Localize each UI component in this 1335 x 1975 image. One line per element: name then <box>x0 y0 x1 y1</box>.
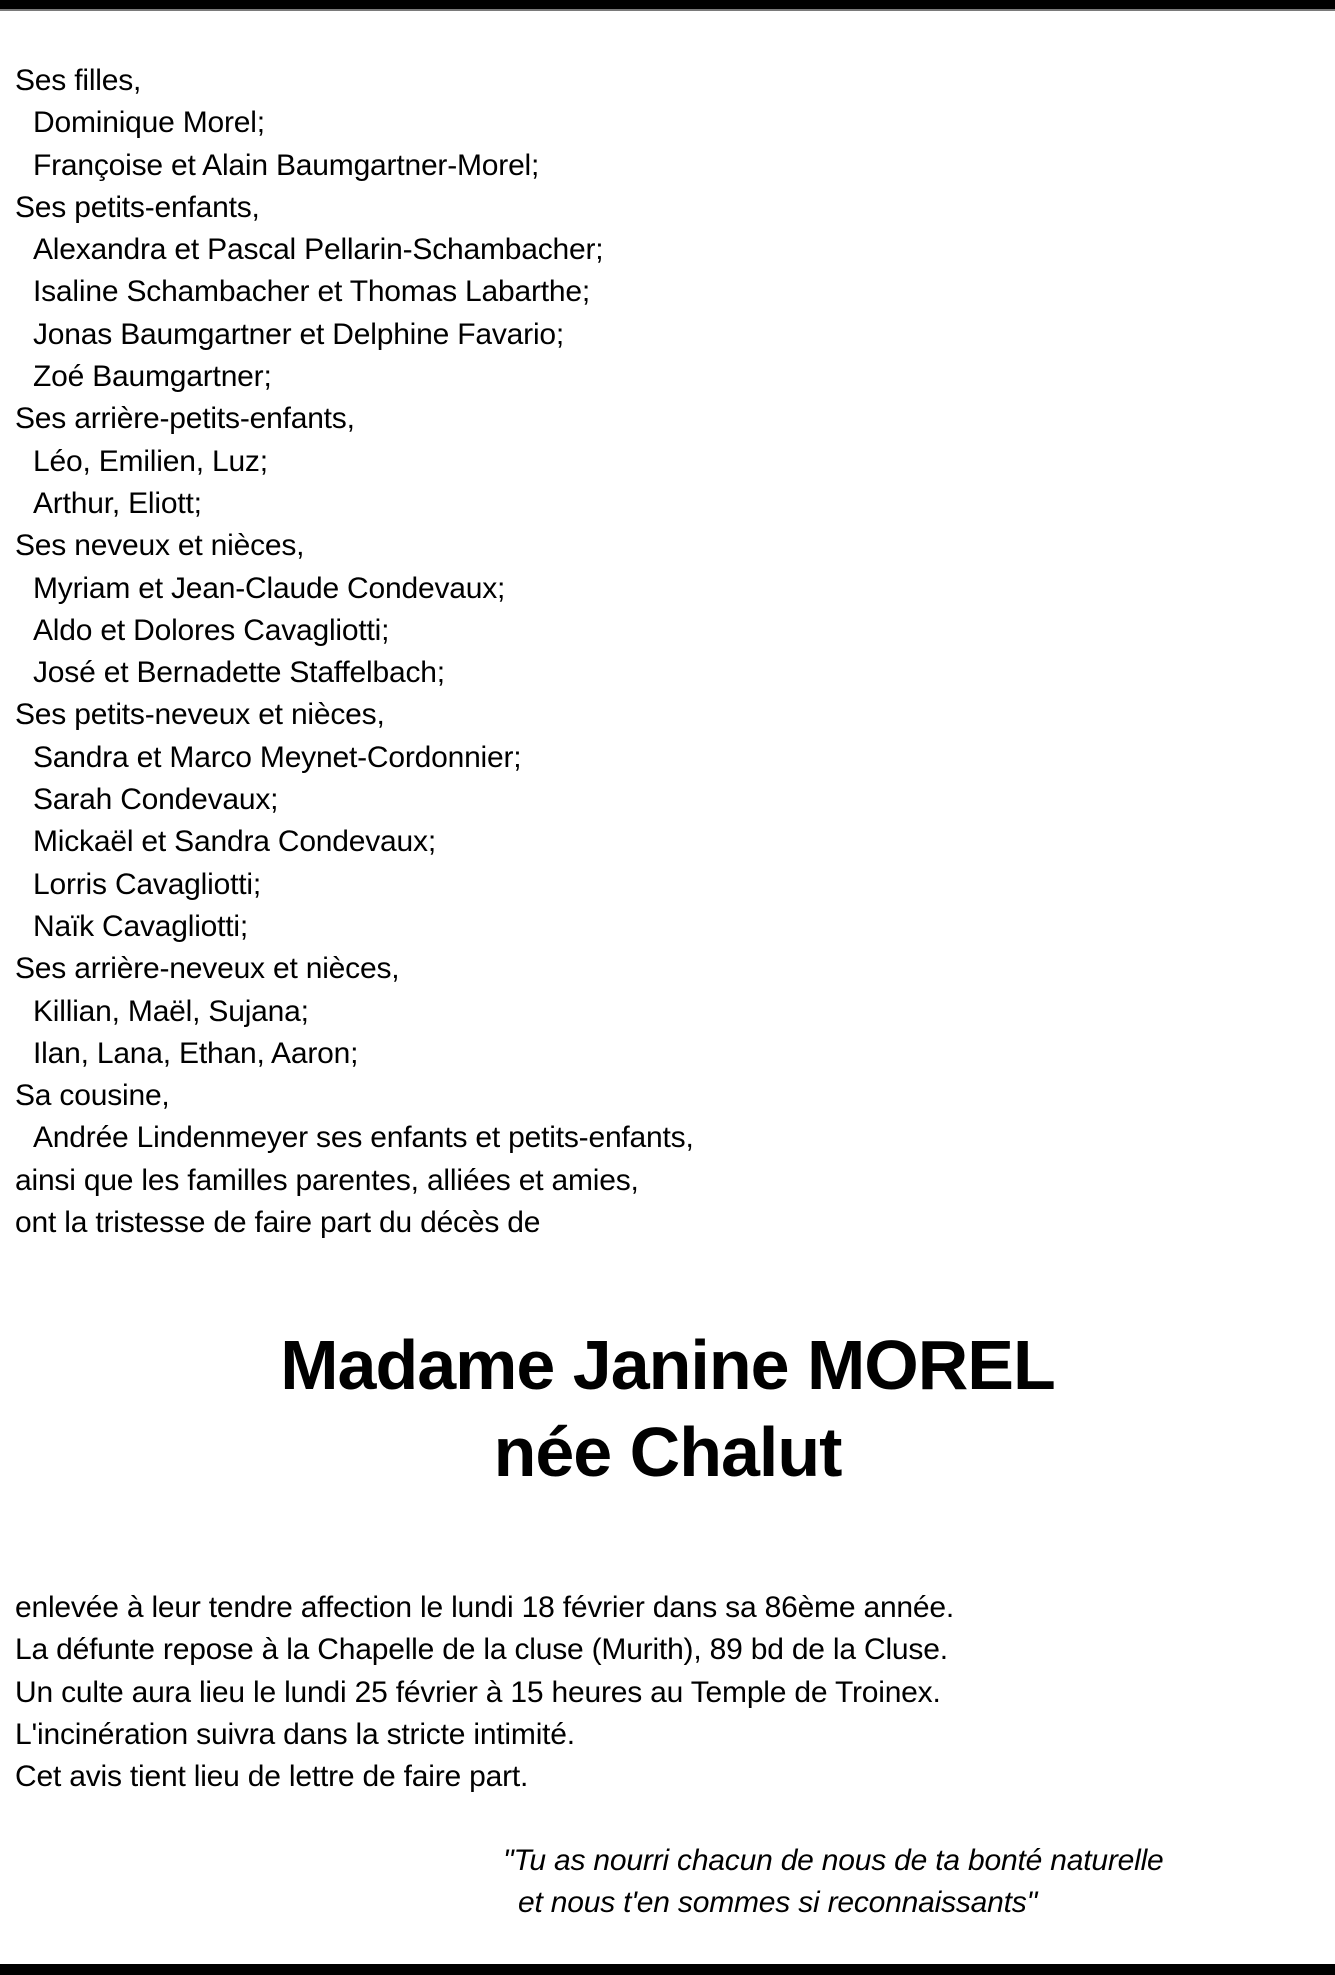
announcement-paragraph <box>15 1587 1325 1798</box>
announcement-line: Cet avis tient lieu de lettre de faire part. <box>15 1760 529 1794</box>
family-line: ainsi que les familles parentes, alliées et amies, <box>15 1163 639 1197</box>
family-line: Ses arrière-petits-enfants, <box>15 402 355 436</box>
family-line: Alexandra et Pascal Pellarin-Schambacher; <box>33 233 604 267</box>
announcement-line: La défunte repose à la Chapelle de la cluse (Murith), 89 bd de la Cluse. <box>15 1633 948 1667</box>
family-line: Isaline Schambacher et Thomas Labarthe; <box>33 275 590 309</box>
family-line: Ilan, Lana, Ethan, Aaron; <box>33 1036 359 1070</box>
deceased-name-line1: Madame Janine MOREL <box>280 1326 1055 1404</box>
bottom-black-bar <box>0 1964 1335 1975</box>
family-line: Ses petits-neveux et nièces, <box>15 698 385 732</box>
announcement-line: enlevée à leur tendre affection le lundi 18 février dans sa 86ème année. <box>15 1591 955 1624</box>
family-line: Arthur, Eliott; <box>33 486 202 520</box>
quote-line: et nous t'en sommes si reconnaissants" <box>518 1886 1038 1920</box>
family-line: Myriam et Jean-Claude Condevaux; <box>33 571 506 605</box>
family-line: Ses neveux et nièces, <box>15 529 305 563</box>
family-line: Sa cousine, <box>15 1079 170 1113</box>
family-line: Naïk Cavagliotti; <box>33 909 249 943</box>
deceased-name-line2: née Chalut <box>493 1413 842 1491</box>
family-line: Zoé Baumgartner; <box>33 360 272 394</box>
family-list <box>15 60 1325 1244</box>
top-black-bar <box>0 0 1335 11</box>
family-line: Léo, Emilien, Luz; <box>33 444 268 478</box>
family-line: Aldo et Dolores Cavagliotti; <box>33 613 390 647</box>
announcement-line: L'incinération suivra dans la stricte intimité. <box>15 1717 575 1751</box>
family-line: José et Bernadette Staffelbach; <box>33 656 445 690</box>
family-line: Lorris Cavagliotti; <box>33 867 261 901</box>
family-line: ont la tristesse de faire part du décès de <box>15 1206 541 1240</box>
family-line: Andrée Lindenmeyer ses enfants et petits-enfants, <box>33 1121 694 1155</box>
memorial-quote <box>503 1840 1325 1925</box>
family-line: Ses arrière-neveux et nièces, <box>15 952 400 986</box>
family-line: Jonas Baumgartner et Delphine Favario; <box>33 317 565 351</box>
deceased-name <box>0 1322 1335 1496</box>
announcement-line: Un culte aura lieu le lundi 25 février à 15 heures au Temple de Troinex. <box>15 1675 941 1709</box>
family-line: Sarah Condevaux; <box>33 783 279 817</box>
family-line: Killian, Maël, Sujana; <box>33 994 309 1028</box>
family-line: Sandra et Marco Meynet-Cordonnier; <box>33 740 522 774</box>
quote-line: "Tu as nourri chacun de nous de ta bonté naturelle <box>503 1844 1164 1877</box>
family-line: Dominique Morel; <box>33 106 265 140</box>
family-line: Mickaël et Sandra Condevaux; <box>33 825 436 859</box>
family-line: Françoise et Alain Baumgartner-Morel; <box>33 148 540 182</box>
family-line: Ses filles, <box>15 64 142 97</box>
family-line: Ses petits-enfants, <box>15 190 260 224</box>
